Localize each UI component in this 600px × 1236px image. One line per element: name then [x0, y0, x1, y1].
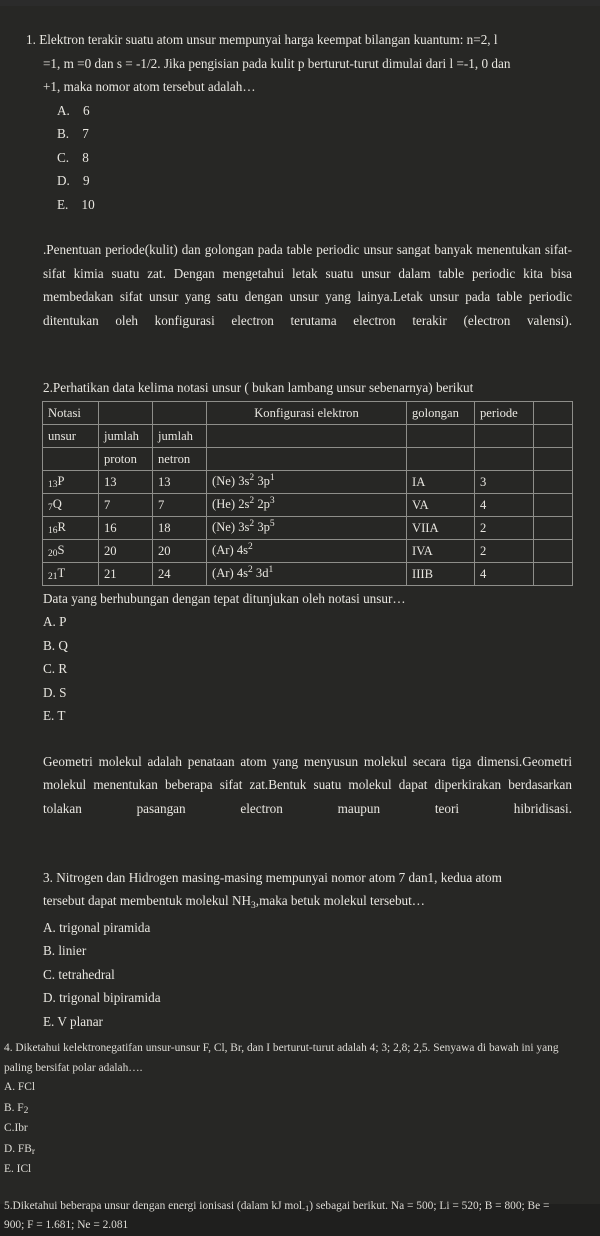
header-proton: proton [99, 447, 153, 470]
option-b: B. $F_2$ [4, 1101, 29, 1116]
question-4 [0, 1039, 600, 1078]
cell-konfigurasi: (Ar) $4s^2$ $3d^1$ [207, 562, 407, 585]
cell-periode: 4 [475, 562, 534, 585]
cell-extra [534, 539, 573, 562]
document-page [0, 6, 600, 1231]
table-row [43, 470, 573, 493]
option-e: E. 10 [57, 196, 95, 212]
option-b: B. 7 [57, 126, 89, 141]
cell-periode: 4 [475, 493, 534, 516]
question-2-prompt: Data yang berhubungan dengan tepat ditunjukan oleh notasi unsur… [43, 590, 406, 606]
option-a: A. 6 [57, 102, 90, 118]
header-notasi: Notasi [43, 401, 99, 424]
table-row [43, 562, 573, 585]
option-a: A. trigonal piramida [43, 919, 151, 935]
intro-paragraph: .Penentuan periode(kulit) dan golongan pada table periodic unsur sangat banyak menentukan sifat-sifat kimia suatu zat. Dengan mengetahui letak suatu unsur dalam table periodic kita bisa membedakan sifat unsur yang satu dengan unsur yang lainya.Letak unsur pada table periodic ditentukan oleh konfigurasi electron terutama electron terakir (electron valensi). [43, 242, 572, 328]
header-extra-blank-2 [534, 447, 573, 470]
notasi-symbol: Q [52, 496, 62, 511]
cell-extra [534, 493, 573, 516]
cell-periode: 2 [475, 516, 534, 539]
cell-netron: 7 [153, 493, 207, 516]
question-1-line-3: +1, maka nomor atom tersebut adalah… [43, 79, 256, 94]
question-1-line-1: 1. Elektron terakir suatu atom unsur mempunyai harga keempat bilangan kuantum: n=2, l [26, 32, 498, 47]
cell-extra [534, 470, 573, 493]
option-e: E. V planar [43, 1013, 103, 1029]
table-header-row-1 [43, 401, 573, 424]
header-periode: periode [475, 401, 534, 424]
option-e: E. T [43, 708, 66, 723]
question-3-options [0, 916, 600, 1034]
cell-proton: 20 [99, 539, 153, 562]
header-netron: netron [153, 447, 207, 470]
cell-konfigurasi: (He) $2s^2$ $2p^3$ [207, 493, 407, 516]
cell-golongan: IIIB [407, 562, 475, 585]
question-5 [0, 1197, 600, 1236]
notasi-unsur-table [42, 401, 573, 586]
question-3 [0, 866, 600, 916]
cell-extra [534, 562, 573, 585]
header-konfig-blank-2 [207, 447, 407, 470]
notasi-subscript: 20 [48, 549, 58, 559]
cell-periode: 3 [475, 470, 534, 493]
cell-konfigurasi: (Ar) $4s^2$ [207, 539, 407, 562]
option-c: C.Ibr [4, 1122, 28, 1134]
notasi-subscript: 16 [48, 526, 58, 536]
question-4-line-2: di bawah ini yang paling bersifat polar adalah…. [4, 1042, 559, 1074]
header-blank-proton [99, 401, 153, 424]
question-4-line-1: 4. Diketahui kelektronegatifan unsur-unsur F, Cl, Br, dan I berturut-turut adalah 4; 3; 2,8; 2,5. Senyawa [4, 1042, 475, 1054]
question-4-options [0, 1078, 600, 1181]
option-c: C. 8 [57, 149, 89, 165]
question-1-line-2: =1, m =0 dan s = -1/2. Jika pengisian pada kulit p berturut-turut dimulai dari l =-1, 0 dan [43, 55, 511, 71]
table-header-row-3 [43, 447, 573, 470]
header-jumlah-2: jumlah [153, 424, 207, 447]
question-5-line-2: 520; B = 800; Be = 900; F = 1.681; Ne = 2.081 [4, 1199, 550, 1231]
header-per-blank-2 [475, 447, 534, 470]
cell-notasi [43, 539, 99, 562]
header-extra-blank [534, 424, 573, 447]
header-gol-blank-2 [407, 447, 475, 470]
header-jumlah-1: jumlah [99, 424, 153, 447]
table-header-row-2 [43, 424, 573, 447]
option-d: D. $FB_r$ [4, 1142, 36, 1157]
table-row [43, 493, 573, 516]
mol-exponent: -1 [302, 1202, 310, 1213]
nh3-subscript: 3 [251, 900, 256, 911]
cell-konfigurasi: (Ne) $3s^2$ $3p^1$ [207, 470, 407, 493]
notasi-symbol: R [57, 519, 66, 534]
question-1-options [0, 99, 600, 217]
option-e: E. ICl [4, 1163, 32, 1175]
notasi-symbol: P [57, 473, 65, 488]
header-golongan: golongan [407, 401, 475, 424]
option-c: C. tetrahedral [43, 966, 115, 982]
cell-notasi [43, 493, 99, 516]
cell-proton: 21 [99, 562, 153, 585]
cell-netron: 13 [153, 470, 207, 493]
option-b: B. linier [43, 943, 87, 958]
header-konfigurasi: Konfigurasi elektron [207, 401, 407, 424]
question-3-line-2-pre: tersebut dapat membentuk molekul NH [43, 893, 252, 908]
question-5-line-1-pre: 5.Diketahui beberapa unsur dengan energi ionisasi (dalam kJ mol [4, 1199, 303, 1212]
geometri-paragraph: Geometri molekul adalah penataan atom yang menyusun molekul secara tiga dimensi.Geometri molekul menentukan beberapa sifat zat.Bentuk suatu molekul dapat diperkirakan berdasarkan tolakan pasangan electron maupun teori hibridisasi. [43, 753, 572, 816]
cell-netron: 20 [153, 539, 207, 562]
notasi-symbol: S [57, 542, 65, 557]
cell-golongan: VA [407, 493, 475, 516]
notasi-subscript: 21 [48, 572, 58, 582]
header-extra [534, 401, 573, 424]
option-b: B. Q [43, 637, 68, 653]
option-d: D. trigonal bipiramida [43, 990, 161, 1005]
notasi-subscript: 13 [48, 480, 58, 490]
question-1 [0, 6, 600, 99]
cell-periode: 2 [475, 539, 534, 562]
question-3-line-1: 3. Nitrogen dan Hidrogen masing-masing mempunyai nomor atom 7 dan1, kedua atom [43, 869, 502, 885]
question-3-line-2-post: ,maka betuk molekul tersebut… [255, 893, 425, 908]
header-per-blank [475, 424, 534, 447]
header-notasi-blank [43, 447, 99, 470]
notasi-subscript: 7 [48, 503, 53, 513]
option-d: D. 9 [57, 173, 90, 188]
cell-extra [534, 516, 573, 539]
cell-notasi [43, 516, 99, 539]
header-konfig-blank [207, 424, 407, 447]
question-5-line-1-post: ) sebagai berikut. Na = 500; Li = [309, 1199, 459, 1212]
header-blank-netron [153, 401, 207, 424]
cell-proton: 7 [99, 493, 153, 516]
cell-golongan: VIIA [407, 516, 475, 539]
notasi-symbol: T [57, 565, 66, 580]
cell-golongan: IA [407, 470, 475, 493]
option-c: C. R [43, 661, 68, 676]
cell-notasi [43, 470, 99, 493]
option-a: A. P [43, 614, 67, 629]
cell-proton: 13 [99, 470, 153, 493]
option-d: D. S [43, 684, 67, 700]
table-row [43, 539, 573, 562]
question-2-caption: 2.Perhatikan data kelima notasi unsur ( bukan lambang unsur sebenarnya) berikut [43, 379, 474, 395]
cell-golongan: IVA [407, 539, 475, 562]
question-2-options [0, 610, 600, 728]
cell-konfigurasi: (Ne) $3s^2$ $3p^5$ [207, 516, 407, 539]
option-a: A. FCl [4, 1081, 36, 1093]
cell-proton: 16 [99, 516, 153, 539]
cell-netron: 24 [153, 562, 207, 585]
cell-netron: 18 [153, 516, 207, 539]
cell-notasi [43, 562, 99, 585]
header-gol-blank [407, 424, 475, 447]
table-row [43, 516, 573, 539]
header-unsur: unsur [43, 424, 99, 447]
